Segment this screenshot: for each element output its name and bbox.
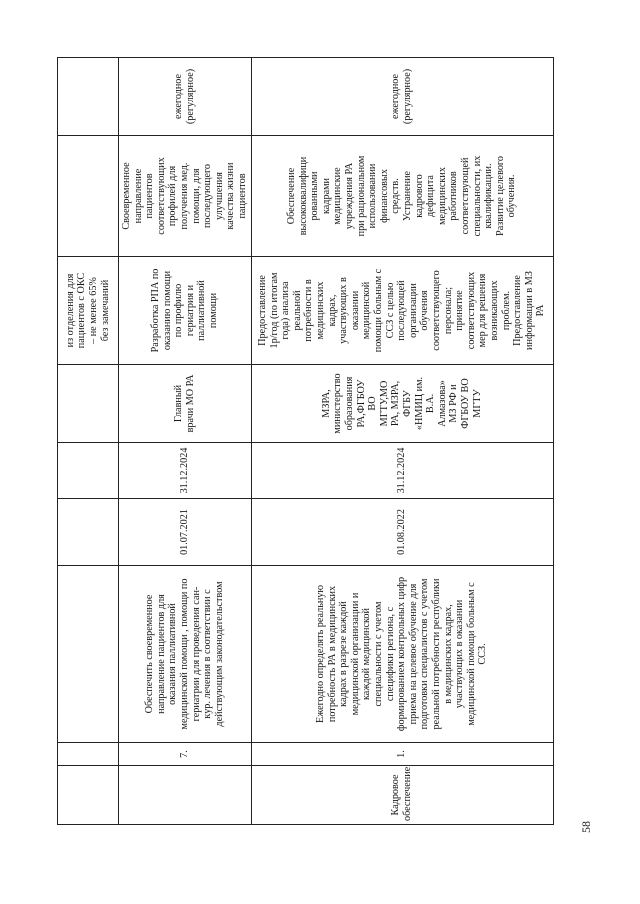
- result-cell: Своевременное направление пациентов соответствующих профилей для получения мед. помощи, для последующего улучшения качества жизни пациентов: [119, 136, 252, 257]
- number-cell: [58, 743, 119, 766]
- start-date-cell: [58, 499, 119, 566]
- indicator-cell: из отделения для пациентов с ОКС – не менее 65% без замечаний: [58, 257, 119, 365]
- section-cell: [58, 766, 119, 825]
- plan-table: [57, 57, 554, 825]
- frequency-cell: [58, 58, 119, 136]
- responsible-cell: [58, 365, 119, 443]
- result-cell: Обеспечение высококвалифици рованными кадрами медицинские учреждения РА при рациональном использовании финансовых средств. Устранение кадрового дефицита медицинских работников соответствующей специальности, их квалификации. Развитие целевого обучения.: [251, 136, 553, 257]
- indicator-cell: Разработка РПА по оказанию помощи по профилю гериатрия и паллиативной помощи: [119, 257, 252, 365]
- table-row: [119, 58, 252, 825]
- table-row: [251, 58, 553, 825]
- result-cell: [58, 136, 119, 257]
- frequency-cell: ежегодное (регулярное): [119, 58, 252, 136]
- rotated-table-frame: [57, 58, 552, 825]
- frequency-cell: ежегодное (регулярное): [251, 58, 553, 136]
- activity-cell: Обеспечить своевременное направление пациентов для оказания паллиативной медицинской помощи , помощи по гериатрии для проведения сан- кур. лечения в соответствии с действующим законодательством: [119, 566, 252, 743]
- section-cell: [119, 766, 252, 825]
- end-date-cell: 31.12.2024: [251, 443, 553, 499]
- end-date-cell: 31.12.2024: [119, 443, 252, 499]
- table-row: [58, 58, 119, 825]
- indicator-cell: Предоставление 1р/год (по итогам года) анализа реальной потребности в медицинских кадрах, участвующих в оказании медицинской помощи больным с ССЗ с целью последующей организации обучения соответствующего персонала; принятие соответствующих мер для решения возникающих проблем. Предоставление информации в МЗ РА: [251, 257, 553, 365]
- responsible-cell: МЗРА, министерство образования РА,ФГБОУ ВО МГТУ,МО РА, МЗРА, ФГБУ «НМИЦ им. В.А. Алмазова» МЗ РФ и ФГБОУ ВО МГТУ: [251, 365, 553, 443]
- section-cell: Кадровое обеспечение: [251, 766, 553, 825]
- page-number: 58: [579, 821, 593, 833]
- number-cell: 7.: [119, 743, 252, 766]
- number-cell: 1.: [251, 743, 553, 766]
- responsible-cell: Главный врачи МО РА: [119, 365, 252, 443]
- end-date-cell: [58, 443, 119, 499]
- activity-cell: Ежегодно определять реальную потребность РА в медицинских кадрах в разрезе каждой медицинской организации и каждой медицинской специальности с учетом специфики региона, с формированием контрольных цифр приема на целевое обучение для подготовки специалистов с учетом реальной потребности республики в медицинских кадрах, участвующих в оказании медицинской помощи больным с ССЗ.: [251, 566, 553, 743]
- rotated-table-container: [57, 58, 640, 821]
- start-date-cell: 01.08.2022: [251, 499, 553, 566]
- start-date-cell: 01.07.2021: [119, 499, 252, 566]
- activity-cell: [58, 566, 119, 743]
